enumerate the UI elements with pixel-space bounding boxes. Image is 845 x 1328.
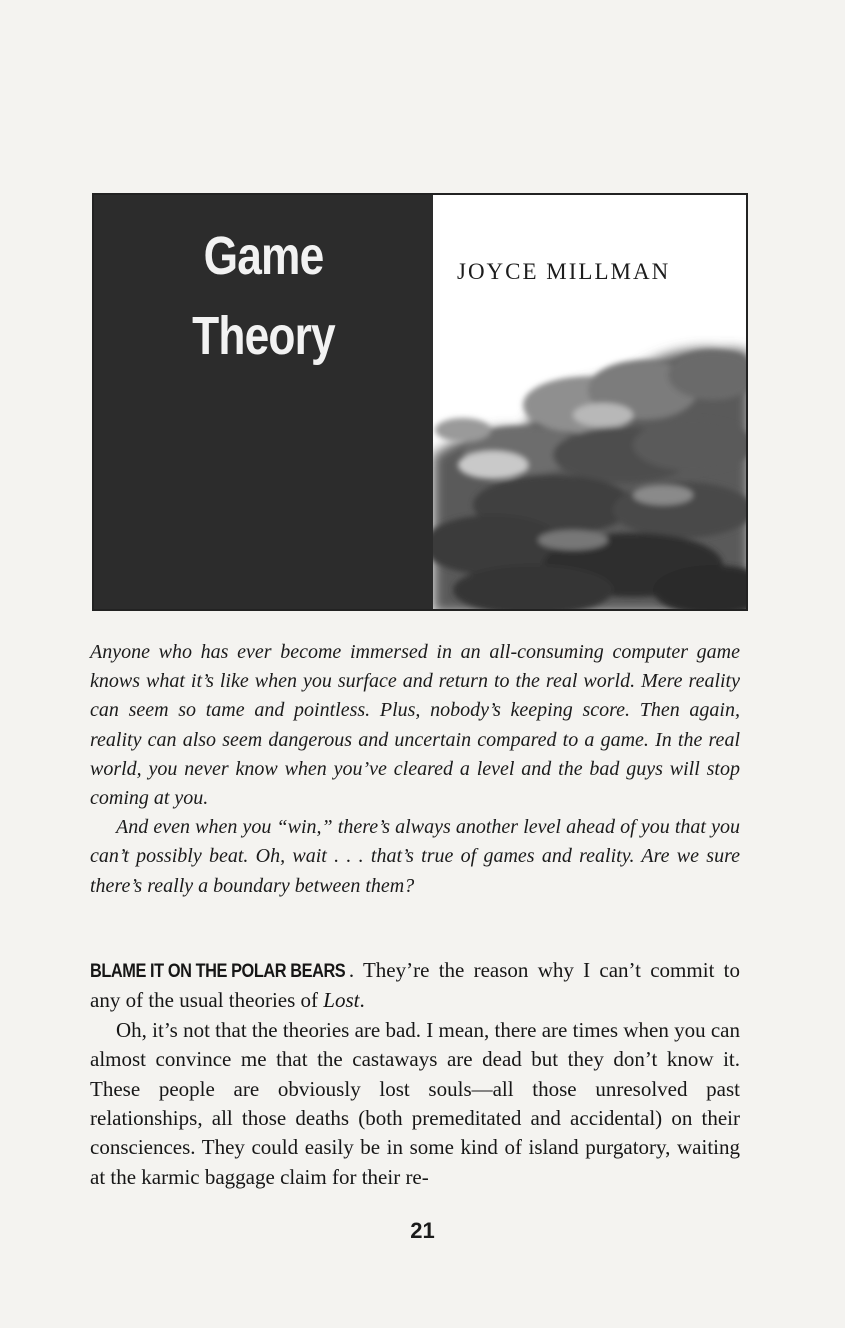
body-paragraph-2: Oh, it’s not that the theories are bad. I mean, there are times when you can almost convince me that the castaways are dead but they don’t know it. These people are obviously lost souls—all those unresolved past relationships, all those deaths (both premeditated and accidental) on their consciences. They could easily be in some kind of island purgatory, waiting at the karmic baggage claim for their re- — [90, 1017, 740, 1189]
banner-author-panel — [433, 195, 748, 609]
epigraph-paragraph-2: And even when you “win,” there’s always another level ahead of you that you can’t possibly beat. Oh, wait . . . that’s true of games and reality. Are we sure there’s really a boundary between them? — [90, 816, 740, 897]
author-name: JOYCE MILLMAN — [457, 259, 671, 284]
page-number: 21 — [410, 1218, 435, 1243]
banner-title-panel — [94, 195, 433, 609]
chapter-epigraph — [90, 638, 740, 901]
body-paragraph-1 — [90, 956, 740, 1016]
clouds-image — [433, 335, 748, 611]
run-in-heading: BLAME IT ON THE POLAR BEARS — [90, 961, 346, 982]
chapter-title-line2: Theory — [192, 306, 335, 366]
chapter-title-line1: Game — [203, 226, 324, 286]
body-text — [90, 956, 740, 1192]
body-paragraph-1-end: . — [359, 988, 365, 1013]
show-title: Lost — [323, 988, 360, 1013]
chapter-banner — [92, 193, 748, 611]
epigraph-paragraph-1: Anyone who has ever become immersed in an all-consuming computer game knows what it’s like when you surface and return to the real world. Mere reality can seem so tame and pointless. Plus, nobody’s keeping score. Then again, reality can also seem dangerous and uncertain compared to a game. In the real world, you never know when you’ve cleared a level and the bad guys will stop coming at you. — [90, 641, 740, 810]
body-paragraph-1-text: . They’re the reason why I can’t commit to any of the usual theories of — [90, 958, 740, 1013]
